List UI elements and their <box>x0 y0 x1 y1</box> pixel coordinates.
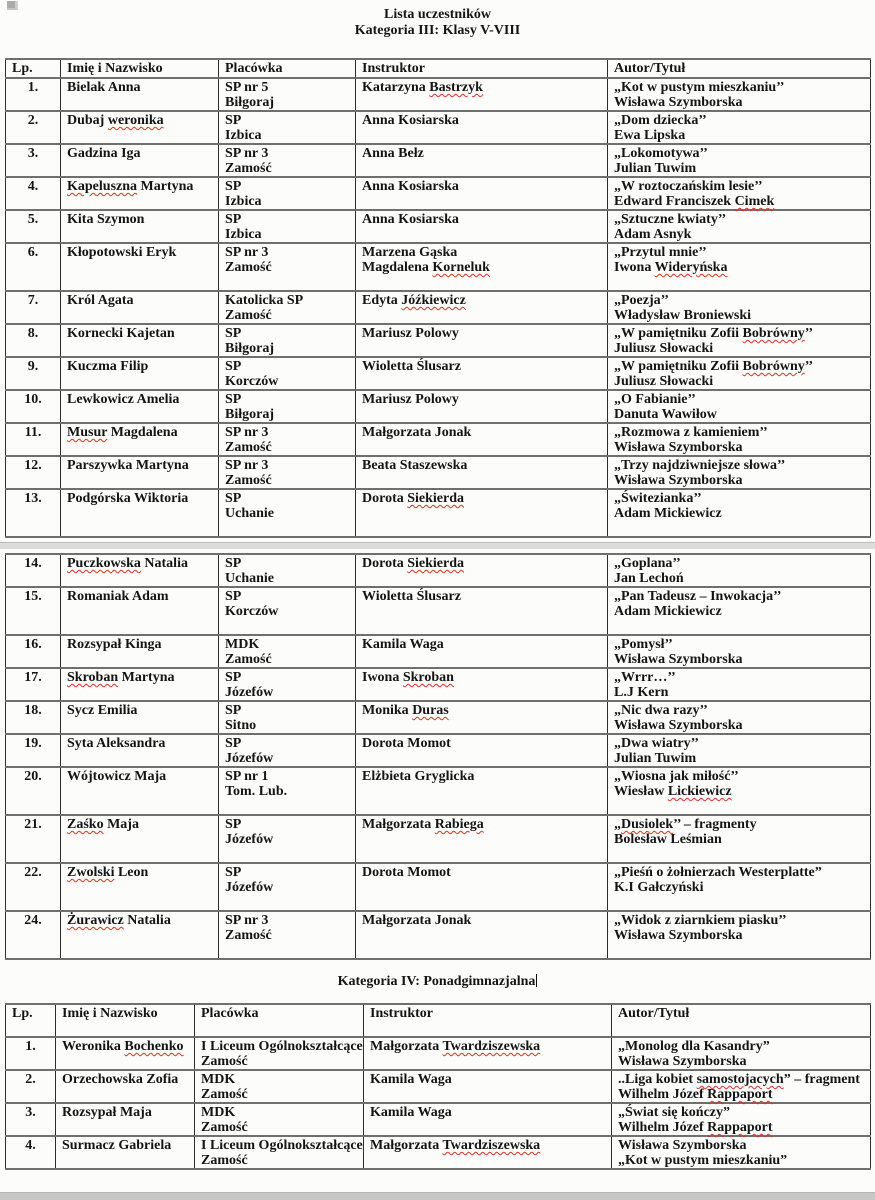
misspelled-word: Twardziszewska <box>442 1039 541 1054</box>
author-title-cell[interactable]: „Widok z ziarnkiem piasku’’ Wisława Szymborska <box>608 911 871 959</box>
instructor-cell[interactable]: Małgorzata Jonak <box>356 423 608 456</box>
instructor-cell[interactable]: Katarzyna Bastrzyk <box>356 78 608 111</box>
row-number-cell[interactable]: 16. <box>6 635 61 668</box>
table-row <box>6 554 871 587</box>
column-header[interactable]: Autor/Tytuł <box>608 59 871 78</box>
table-row <box>6 587 871 635</box>
instructor-cell[interactable]: Anna Kosiarska <box>356 177 608 210</box>
table-row <box>6 111 871 144</box>
participant-name-cell[interactable]: Król Agata <box>61 291 219 324</box>
misspelled-word: Zaśko <box>67 817 104 832</box>
table-move-handle-icon[interactable] <box>7 1 18 10</box>
misspelled-word: Rabiega <box>434 817 484 832</box>
table-row <box>6 78 871 111</box>
participant-name-cell[interactable]: Sycz Emilia <box>61 701 219 734</box>
school-cell[interactable]: SP nr 5 Biłgoraj <box>219 78 356 111</box>
row-number-cell[interactable]: 22. <box>6 863 61 911</box>
row-number-cell[interactable]: 6. <box>6 243 61 291</box>
author-title-cell[interactable]: „W roztoczańskim lesie’’ Edward Franciszek Cimek <box>608 177 871 210</box>
row-number-cell[interactable]: 24. <box>6 911 61 959</box>
table-row <box>6 767 871 815</box>
school-cell[interactable]: SP Izbica <box>219 177 356 210</box>
table-row <box>6 210 871 243</box>
instructor-cell[interactable]: Małgorzata Twardziszewska <box>364 1037 612 1070</box>
column-header[interactable]: Instruktor <box>356 59 608 78</box>
participant-name-cell[interactable]: Skroban Martyna <box>61 668 219 701</box>
author-title-cell[interactable]: „Dusiolek’’ – fragmenty Bolesław Leśmian <box>608 815 871 863</box>
author-title-cell[interactable]: „Świtezianka’’ Adam Mickiewicz <box>608 489 871 537</box>
table-row <box>6 324 871 357</box>
instructor-cell[interactable]: Wioletta Ślusarz <box>356 587 608 635</box>
misspelled-word: Zwolski <box>67 865 115 880</box>
row-number-cell[interactable]: 3. <box>6 1103 56 1136</box>
table-row <box>6 177 871 210</box>
author-title-cell[interactable]: „Goplana’’ Jan Lechoń <box>608 554 871 587</box>
instructor-cell[interactable]: Anna Kosiarska <box>356 111 608 144</box>
misspelled-word: Żurawicz <box>67 913 124 928</box>
table-row <box>6 423 871 456</box>
table-header-row <box>6 1004 871 1037</box>
author-title-cell[interactable]: ..Liga kobiet samostojacych” – fragment Wilhelm Józef Rappaport <box>612 1070 871 1103</box>
misspelled-word: Bobrówny <box>742 359 805 374</box>
misspelled-word: Bochenko <box>124 1039 184 1054</box>
author-title-cell[interactable]: „Wiosna jak miłość’’ Wiesław Lickiewicz <box>608 767 871 815</box>
instructor-cell[interactable]: Marzena Gąska Magdalena Korneluk <box>356 243 608 291</box>
author-title-cell[interactable]: „Pomysł’’ Wisława Szymborska <box>608 635 871 668</box>
participant-name-cell[interactable]: Rozsypał Kinga <box>61 635 219 668</box>
author-title-cell[interactable]: „Wrrr…’’ L.J Kern <box>608 668 871 701</box>
school-cell[interactable]: I Liceum Ogólnokształcące Zamość <box>195 1136 364 1169</box>
instructor-cell[interactable]: Małgorzata Rabiega <box>356 815 608 863</box>
school-cell[interactable]: SP nr 3 Zamość <box>219 423 356 456</box>
school-cell[interactable]: SP Józefów <box>219 863 356 911</box>
participant-name-cell[interactable]: Kuczma Filip <box>61 357 219 390</box>
participant-name-cell[interactable]: Zaśko Maja <box>61 815 219 863</box>
page-subtitle[interactable]: Kategoria III: Klasy V-VIII <box>354 23 521 38</box>
misspelled-word: Cimek <box>734 194 775 209</box>
school-cell[interactable]: SP nr 1 Tom. Lub. <box>219 767 356 815</box>
row-number-cell[interactable]: 7. <box>6 291 61 324</box>
table-row <box>6 243 871 291</box>
author-title-cell[interactable]: „Kot w pustym mieszkaniu’’ Wisława Szymborska <box>608 78 871 111</box>
column-header[interactable]: Placówka <box>219 59 356 78</box>
participant-name-cell[interactable]: Musur Magdalena <box>61 423 219 456</box>
table-row <box>6 734 871 767</box>
author-title-cell[interactable]: „W pamiętniku Zofii Bobrówny’’ Juliusz Słowacki <box>608 357 871 390</box>
row-number-cell[interactable]: 1. <box>6 1037 56 1070</box>
school-cell[interactable]: SP nr 3 Zamość <box>219 456 356 489</box>
school-cell[interactable]: SP Korczów <box>219 357 356 390</box>
table-row <box>6 668 871 701</box>
table-header-row <box>6 59 871 78</box>
column-header[interactable]: Lp. <box>6 59 61 78</box>
row-number-cell[interactable]: 19. <box>6 734 61 767</box>
instructor-cell[interactable]: Elżbieta Gryglicka <box>356 767 608 815</box>
row-number-cell[interactable]: 9. <box>6 357 61 390</box>
row-number-cell[interactable]: 4. <box>6 177 61 210</box>
table-row <box>6 1070 871 1103</box>
school-cell[interactable]: SP Uchanie <box>219 489 356 537</box>
school-cell[interactable]: SP nr 3 Zamość <box>219 243 356 291</box>
category4-table <box>5 1003 871 1170</box>
misspelled-word: Kapeluszna <box>67 179 138 194</box>
participant-name-cell[interactable]: Kłopotowski Eryk <box>61 243 219 291</box>
instructor-cell[interactable]: Małgorzata Twardziszewska <box>364 1136 612 1169</box>
author-title-cell[interactable]: „Dom dziecka’’ Ewa Lipska <box>608 111 871 144</box>
participant-name-cell[interactable]: Dubaj weronika <box>61 111 219 144</box>
school-cell[interactable]: SP Biłgoraj <box>219 324 356 357</box>
school-cell[interactable]: SP Józefów <box>219 815 356 863</box>
instructor-cell[interactable]: Dorota Momot <box>356 863 608 911</box>
misspelled-word: Dusiolek <box>621 817 674 832</box>
misspelled-word: weronika <box>107 113 164 128</box>
instructor-cell[interactable]: Kamila Waga <box>364 1070 612 1103</box>
instructor-cell[interactable]: Mariusz Polowy <box>356 390 608 423</box>
misspelled-word: Korneluk <box>432 260 490 275</box>
page-edge-band <box>0 1192 875 1200</box>
participant-name-cell[interactable]: Parszywka Martyna <box>61 456 219 489</box>
school-cell[interactable]: I Liceum Ogólnokształcące Zamość <box>195 1037 364 1070</box>
table-row <box>6 911 871 959</box>
instructor-cell[interactable]: Dorota Momot <box>356 734 608 767</box>
author-title-cell[interactable]: „Dwa wiatry’’ Julian Tuwim <box>608 734 871 767</box>
misspelled-word: Duras <box>412 703 449 718</box>
school-cell[interactable]: SP Józefów <box>219 734 356 767</box>
table-row <box>6 635 871 668</box>
page-break-band <box>0 542 875 549</box>
participant-name-cell[interactable]: Lewkowicz Amelia <box>61 390 219 423</box>
category3-table-page2 <box>5 553 871 960</box>
page-title[interactable]: Lista uczestników <box>384 7 491 22</box>
participant-name-cell[interactable]: Surmacz Gabriela <box>56 1136 195 1169</box>
table-row <box>6 456 871 489</box>
participant-name-cell[interactable]: Podgórska Wiktoria <box>61 489 219 537</box>
participant-name-cell[interactable]: Kornecki Kajetan <box>61 324 219 357</box>
instructor-cell[interactable]: Beata Staszewska <box>356 456 608 489</box>
instructor-cell[interactable]: Monika Duras <box>356 701 608 734</box>
school-cell[interactable]: SP Biłgoraj <box>219 390 356 423</box>
participant-name-cell[interactable]: Żurawicz Natalia <box>61 911 219 959</box>
row-number-cell[interactable]: 21. <box>6 815 61 863</box>
row-number-cell[interactable]: 2. <box>6 1070 56 1103</box>
school-cell[interactable]: Katolicka SP Zamość <box>219 291 356 324</box>
row-number-cell[interactable]: 17. <box>6 668 61 701</box>
instructor-cell[interactable]: Małgorzata Jonak <box>356 911 608 959</box>
author-title-cell[interactable]: „Świat się kończy” Wilhelm Józef Rappaport <box>612 1103 871 1136</box>
school-cell[interactable]: SP Izbica <box>219 111 356 144</box>
row-number-cell[interactable]: 12. <box>6 456 61 489</box>
author-title-cell[interactable]: „Pan Tadeusz – Inwokacja’’ Adam Mickiewicz <box>608 587 871 635</box>
misspelled-word: Skroban <box>402 670 454 685</box>
author-title-cell[interactable]: „O Fabianie’’ Danuta Wawiłow <box>608 390 871 423</box>
participant-name-cell[interactable]: Kapeluszna Martyna <box>61 177 219 210</box>
row-number-cell[interactable]: 5. <box>6 210 61 243</box>
table-row <box>6 701 871 734</box>
document-header <box>0 0 875 39</box>
table-row <box>6 357 871 390</box>
misspelled-word: Rappaport <box>707 1087 773 1102</box>
row-number-cell[interactable]: 14. <box>6 554 61 587</box>
row-number-cell[interactable]: 2. <box>6 111 61 144</box>
participant-name-cell[interactable]: Wójtowicz Maja <box>61 767 219 815</box>
participant-name-cell[interactable]: Gadzina Iga <box>61 144 219 177</box>
row-number-cell[interactable]: 1. <box>6 78 61 111</box>
school-cell[interactable]: SP Korczów <box>219 587 356 635</box>
instructor-cell[interactable]: Kamila Waga <box>356 635 608 668</box>
column-header[interactable]: Imię i Nazwisko <box>56 1004 195 1037</box>
instructor-cell[interactable]: Kamila Waga <box>364 1103 612 1136</box>
participant-name-cell[interactable]: Weronika Bochenko <box>56 1037 195 1070</box>
author-title-cell[interactable]: „Rozmowa z kamieniem’’ Wisława Szymborska <box>608 423 871 456</box>
misspelled-word: Wideryńska <box>654 260 728 275</box>
participant-name-cell[interactable]: Rozsypał Maja <box>56 1103 195 1136</box>
table-row <box>6 1136 871 1169</box>
row-number-cell[interactable]: 15. <box>6 587 61 635</box>
misspelled-word: Bastrzyk <box>429 80 483 95</box>
misspelled-word: Jóźkiewicz <box>401 293 466 308</box>
instructor-cell[interactable]: Mariusz Polowy <box>356 324 608 357</box>
participant-name-cell[interactable]: Romaniak Adam <box>61 587 219 635</box>
author-title-cell[interactable]: „Pieśń o żołnierzach Westerplatte” K.I Gałczyński <box>608 863 871 911</box>
author-title-cell[interactable]: „Sztuczne kwiaty’’ Adam Asnyk <box>608 210 871 243</box>
column-header[interactable]: Lp. <box>6 1004 56 1037</box>
author-title-cell[interactable]: „Monolog dla Kasandry” Wisława Szymborska <box>612 1037 871 1070</box>
instructor-cell[interactable]: Anna Kosiarska <box>356 210 608 243</box>
participant-name-cell[interactable]: Syta Aleksandra <box>61 734 219 767</box>
instructor-cell[interactable]: Edyta Jóźkiewicz <box>356 291 608 324</box>
school-cell[interactable]: SP Sitno <box>219 701 356 734</box>
category3-table-page1 <box>5 58 871 538</box>
row-number-cell[interactable]: 18. <box>6 701 61 734</box>
table-row <box>6 144 871 177</box>
author-title-cell[interactable]: Wisława Szymborska „Kot w pustym mieszkaniu” <box>612 1136 871 1169</box>
row-number-cell[interactable]: 10. <box>6 390 61 423</box>
author-title-cell[interactable]: „Poezja’’ Władysław Broniewski <box>608 291 871 324</box>
row-number-cell[interactable]: 13. <box>6 489 61 537</box>
row-number-cell[interactable]: 4. <box>6 1136 56 1169</box>
row-number-cell[interactable]: 11. <box>6 423 61 456</box>
author-title-cell[interactable]: „Trzy najdziwniejsze słowa’’ Wisława Szymborska <box>608 456 871 489</box>
table-row <box>6 390 871 423</box>
author-title-cell[interactable]: „Przytul mnie’’ Iwona Wideryńska <box>608 243 871 291</box>
school-cell[interactable]: SP Uchanie <box>219 554 356 587</box>
misspelled-word: samostojacych <box>696 1072 784 1087</box>
table-row <box>6 1037 871 1070</box>
row-number-cell[interactable]: 3. <box>6 144 61 177</box>
misspelled-word: Puczkowska <box>67 556 141 571</box>
instructor-cell[interactable]: Dorota Siekierda <box>356 489 608 537</box>
column-header[interactable]: Imię i Nazwisko <box>61 59 219 78</box>
participant-name-cell[interactable]: Kita Szymon <box>61 210 219 243</box>
misspelled-word: Musur <box>67 425 108 440</box>
school-cell[interactable]: MDK Zamość <box>219 635 356 668</box>
school-cell[interactable]: MDK Zamość <box>195 1103 364 1136</box>
misspelled-word: Twardziszewska <box>442 1138 541 1153</box>
section2-title-text[interactable]: Kategoria IV: Ponadgimnazjalna <box>337 974 536 989</box>
section2-heading <box>0 974 875 990</box>
school-cell[interactable]: SP Izbica <box>219 210 356 243</box>
misspelled-word: Siekierda <box>407 491 465 506</box>
column-header[interactable]: Instruktor <box>364 1004 612 1037</box>
row-number-cell[interactable]: 20. <box>6 767 61 815</box>
participant-name-cell[interactable]: Zwolski Leon <box>61 863 219 911</box>
column-header[interactable]: Placówka <box>195 1004 364 1037</box>
school-cell[interactable]: SP nr 3 Zamość <box>219 911 356 959</box>
school-cell[interactable]: SP nr 3 Zamość <box>219 144 356 177</box>
text-cursor-icon <box>536 974 537 987</box>
instructor-cell[interactable]: Dorota Siekierda <box>356 554 608 587</box>
author-title-cell[interactable]: „Nic dwa razy’’ Wisława Szymborska <box>608 701 871 734</box>
table-row <box>6 291 871 324</box>
participant-name-cell[interactable]: Orzechowska Zofia <box>56 1070 195 1103</box>
misspelled-word: Skroban <box>67 670 119 685</box>
table-row <box>6 863 871 911</box>
misspelled-word: Siekierda <box>407 556 465 571</box>
misspelled-word: Lickiewicz <box>667 784 732 799</box>
table-row <box>6 1103 871 1136</box>
instructor-cell[interactable]: Wioletta Ślusarz <box>356 357 608 390</box>
misspelled-word: Rappaport <box>707 1120 773 1135</box>
participant-name-cell[interactable]: Puczkowska Natalia <box>61 554 219 587</box>
table-row <box>6 489 871 537</box>
row-number-cell[interactable]: 8. <box>6 324 61 357</box>
author-title-cell[interactable]: „Lokomotywa’’ Julian Tuwim <box>608 144 871 177</box>
author-title-cell[interactable]: „W pamiętniku Zofii Bobrówny’’ Juliusz Słowacki <box>608 324 871 357</box>
misspelled-word: Bobrówny <box>742 326 805 341</box>
school-cell[interactable]: MDK Zamość <box>195 1070 364 1103</box>
instructor-cell[interactable]: Iwona Skroban <box>356 668 608 701</box>
instructor-cell[interactable]: Anna Bełz <box>356 144 608 177</box>
table-row <box>6 815 871 863</box>
participant-name-cell[interactable]: Bielak Anna <box>61 78 219 111</box>
school-cell[interactable]: SP Józefów <box>219 668 356 701</box>
column-header[interactable]: Autor/Tytuł <box>612 1004 871 1037</box>
